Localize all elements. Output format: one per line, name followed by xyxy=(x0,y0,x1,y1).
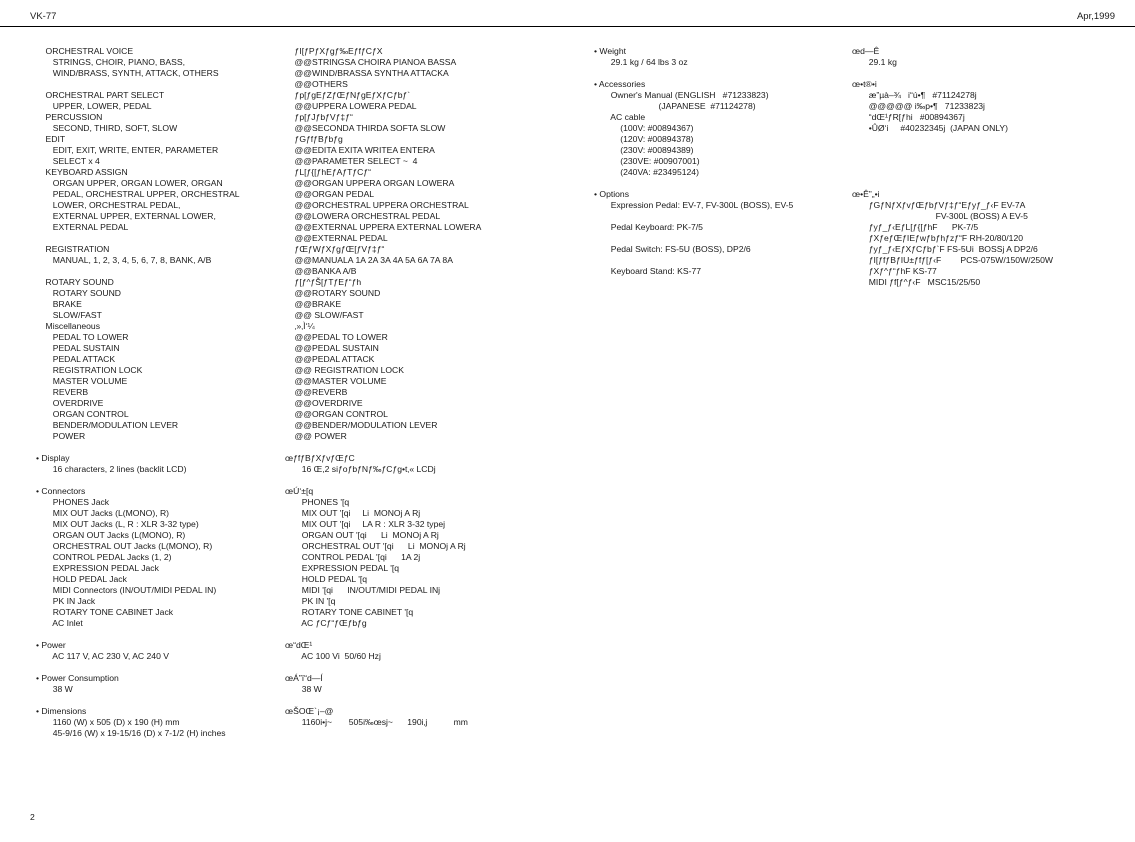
spec-line: @@STRINGSA CHOIRA PIANOA BASSA xyxy=(285,57,457,67)
spec-line: @@BENDER/MODULATION LEVER xyxy=(285,420,438,430)
spec-line: MIDI ƒf[ƒ^ƒ‹F MSC15/25/50 xyxy=(852,277,981,287)
spec-line: WIND/BRASS, SYNTH, ATTACK, OTHERS xyxy=(36,68,219,78)
spec-line xyxy=(852,167,1122,178)
spec-line: EXPRESSION PEDAL '[q xyxy=(285,563,400,573)
spec-line: PK IN '[q xyxy=(285,596,336,606)
spec-line xyxy=(852,134,1122,145)
spec-line: ORGAN OUT Jacks (L(MONO), R) xyxy=(36,530,186,540)
spec-line: ƒ[ƒ^ƒŠ[ƒTƒEƒ“ƒh xyxy=(285,277,362,287)
spec-line: œÁ”ï“d—Í xyxy=(285,673,323,683)
spec-line: KEYBOARD ASSIGN xyxy=(36,167,128,177)
spec-line: OVERDRIVE xyxy=(36,398,104,408)
spec-line: EXTERNAL PEDAL xyxy=(36,222,129,232)
spec-line: MIX OUT Jacks (L, R : XLR 3-32 type) xyxy=(36,519,199,529)
spec-line: HOLD PEDAL '[q xyxy=(285,574,368,584)
spec-line: ƒGƒNƒXƒvƒŒƒbƒVƒ‡ƒ“Eƒyƒ_ƒ‹F EV-7A xyxy=(852,200,1026,210)
spec-line: @@@@@ i‰p•¶ 71233823j xyxy=(852,101,985,111)
spec-line: @@ORGAN PEDAL xyxy=(285,189,375,199)
spec-line: @@BRAKE xyxy=(285,299,342,309)
spec-line: œ•Ê”„•i xyxy=(852,189,880,199)
spec-line: ƒGƒfƒBƒbƒg xyxy=(285,134,343,144)
spec-line: REVERB xyxy=(36,387,89,397)
spec-line: BENDER/MODULATION LEVER xyxy=(36,420,179,430)
spec-line xyxy=(285,662,590,673)
spec-line: UPPER, LOWER, PEDAL xyxy=(36,101,152,111)
spec-line xyxy=(36,266,284,277)
spec-line: ƒp[ƒgEƒZƒŒƒNƒgEƒXƒCƒbƒ` xyxy=(285,90,411,100)
spec-line xyxy=(852,68,1122,79)
spec-line: ORCHESTRAL PART SELECT xyxy=(36,90,165,100)
spec-line: @@ REGISTRATION LOCK xyxy=(285,365,404,375)
spec-line: ROTARY SOUND xyxy=(36,288,121,298)
spec-line: “dŒ¹ƒR[ƒhi #00894367j xyxy=(852,112,965,122)
spec-line: MIDI Connectors (IN/OUT/MIDI PEDAL IN) xyxy=(36,585,217,595)
spec-line: ƒyƒ_ƒ‹EƒXƒCƒbƒ`F FS-5Ui BOSSj A DP2/6 xyxy=(852,244,1038,254)
spec-line xyxy=(852,145,1122,156)
spec-line: œƒfƒBƒXƒvƒŒƒC xyxy=(285,453,355,463)
spec-line: œ•t®•i xyxy=(852,79,877,89)
spec-line: Pedal Keyboard: PK-7/5 xyxy=(594,222,703,232)
spec-line: ƒI[ƒPƒXƒgƒ‰EƒfƒCƒX xyxy=(285,46,383,56)
spec-column-japanese-1 xyxy=(285,46,590,728)
spec-line: MANUAL, 1, 2, 3, 4, 5, 6, 7, 8, BANK, A/B xyxy=(36,255,212,265)
spec-line: œd—Ê xyxy=(852,46,880,56)
spec-line: EXPRESSION PEDAL Jack xyxy=(36,563,159,573)
spec-line: @@LOWERA ORCHESTRAL PEDAL xyxy=(285,211,441,221)
spec-line: 16 characters, 2 lines (backlit LCD) xyxy=(36,464,187,474)
spec-line: 16 Œ,2 siƒoƒbƒNƒ‰ƒCƒg•t‚« LCDj xyxy=(285,464,436,474)
spec-line: FV-300L (BOSS) A EV-5 xyxy=(852,211,1028,221)
spec-line: œ“dŒ¹ xyxy=(285,640,313,650)
spec-line: @@PARAMETER SELECT ~ 4 xyxy=(285,156,418,166)
spec-line: ORGAN UPPER, ORGAN LOWER, ORGAN xyxy=(36,178,223,188)
spec-line xyxy=(36,475,284,486)
spec-line: SECOND, THIRD, SOFT, SLOW xyxy=(36,123,178,133)
spec-line: MIX OUT Jacks (L(MONO), R) xyxy=(36,508,170,518)
spec-line: @@BANKA A/B xyxy=(285,266,357,276)
spec-line: Expression Pedal: EV-7, FV-300L (BOSS), EV-5 xyxy=(594,200,794,210)
spec-line: SLOW/FAST xyxy=(36,310,102,320)
spec-line: @@SECONDA THIRDA SOFTA SLOW xyxy=(285,123,446,133)
spec-line: (230VE: #00907001) xyxy=(594,156,700,166)
spec-line: AC cable xyxy=(594,112,646,122)
spec-line: @@EXTERNAL PEDAL xyxy=(285,233,388,243)
spec-line: @@EXTERNAL UPPERA EXTERNAL LOWERA xyxy=(285,222,482,232)
spec-line: CONTROL PEDAL Jacks (1, 2) xyxy=(36,552,172,562)
spec-line: ƒXƒ^ƒ“ƒhF KS-77 xyxy=(852,266,937,276)
spec-line: AC Inlet xyxy=(36,618,83,628)
spec-line: ƒXƒeƒŒƒIEƒwƒbƒhƒzƒ“F RH-20/80/120 xyxy=(852,233,1024,243)
spec-line xyxy=(36,79,284,90)
spec-column-english-2 xyxy=(594,46,844,277)
spec-line: EXTERNAL UPPER, EXTERNAL LOWER, xyxy=(36,211,216,221)
spec-line xyxy=(36,629,284,640)
spec-line: 29.1 kg xyxy=(852,57,897,67)
spec-line: ƒŒƒWƒXƒgƒŒ[ƒVƒ‡ƒ“ xyxy=(285,244,385,254)
spec-line: @@ROTARY SOUND xyxy=(285,288,381,298)
spec-line: @@ POWER xyxy=(285,431,347,441)
spec-line: • Accessories xyxy=(594,79,646,89)
spec-line: @@UPPERA LOWERA PEDAL xyxy=(285,101,417,111)
spec-line: ƒI[ƒfƒBƒIU±ƒfƒ[ƒ‹F PCS-075W/150W/250W xyxy=(852,255,1054,265)
spec-line xyxy=(594,68,844,79)
spec-line: SELECT x 4 xyxy=(36,156,100,166)
spec-line: @@ SLOW/FAST xyxy=(285,310,364,320)
spec-line: @@ORGAN UPPERA ORGAN LOWERA xyxy=(285,178,455,188)
spec-line: ƒyƒ_ƒ‹EƒL[ƒ{[ƒhF PK-7/5 xyxy=(852,222,979,232)
spec-line: AC 117 V, AC 230 V, AC 240 V xyxy=(36,651,169,661)
spec-line: MIDI '[qi IN/OUT/MIDI PEDAL INj xyxy=(285,585,441,595)
spec-line: REGISTRATION xyxy=(36,244,110,254)
spec-line: PHONES '[q xyxy=(285,497,350,507)
spec-line: PEDAL TO LOWER xyxy=(36,332,129,342)
spec-line: ƒL[ƒ{[ƒhEƒAƒTƒCƒ“ xyxy=(285,167,371,177)
spec-line: 1160i•j~ 505i‰œsj~ 190i‚j mm xyxy=(285,717,468,727)
spec-line: EDIT xyxy=(36,134,66,144)
spec-line: •ÛØ‘i #40232345j (JAPAN ONLY) xyxy=(852,123,1009,133)
spec-line: ƒp[ƒJƒbƒVƒ‡ƒ“ xyxy=(285,112,353,122)
spec-line: AC 100 Vi 50/60 Hzj xyxy=(285,651,381,661)
spec-line: PEDAL SUSTAIN xyxy=(36,343,120,353)
spec-line: PERCUSSION xyxy=(36,112,103,122)
spec-line: (JAPANESE #71124278) xyxy=(594,101,756,111)
spec-line xyxy=(852,178,1122,189)
spec-line: 45-9/16 (W) x 19-15/16 (D) x 7-1/2 (H) inches xyxy=(36,728,226,738)
spec-line: @@PEDAL ATTACK xyxy=(285,354,375,364)
spec-line: • Power Consumption xyxy=(36,673,119,683)
spec-line: ORCHESTRAL VOICE xyxy=(36,46,134,56)
spec-line: ORCHESTRAL OUT Jacks (L(MONO), R) xyxy=(36,541,213,551)
spec-line: EDIT, EXIT, WRITE, ENTER, PARAMETER xyxy=(36,145,219,155)
header-date: Apr,1999 xyxy=(1076,11,1115,22)
spec-line: PK IN Jack xyxy=(36,596,96,606)
spec-line: Miscellaneous xyxy=(36,321,101,331)
spec-line xyxy=(285,629,590,640)
spec-line: (100V: #00894367) xyxy=(594,123,694,133)
spec-line: @@PEDAL TO LOWER xyxy=(285,332,388,342)
spec-line xyxy=(36,662,284,673)
spec-line: MIX OUT '[qi Li MONOj A Rj xyxy=(285,508,421,518)
spec-line: ORGAN CONTROL xyxy=(36,409,129,419)
spec-line: æ”µà–¾ i“ú•¶ #71124278j xyxy=(852,90,977,100)
spec-line: @@ORCHESTRAL UPPERA ORCHESTRAL xyxy=(285,200,469,210)
spec-line xyxy=(594,178,844,189)
spec-line: @@EDITA EXITA WRITEA ENTERA xyxy=(285,145,435,155)
header-model: VK-77 xyxy=(30,11,57,22)
header-rule xyxy=(0,26,1135,27)
spec-line: ‚»‚Ì‘¼ xyxy=(285,321,315,331)
spec-line: PHONES Jack xyxy=(36,497,110,507)
spec-line: ROTARY TONE CABINET Jack xyxy=(36,607,174,617)
spec-line: HOLD PEDAL Jack xyxy=(36,574,127,584)
spec-line: @@ORGAN CONTROL xyxy=(285,409,388,419)
spec-line: @@MASTER VOLUME xyxy=(285,376,387,386)
spec-line: PEDAL ATTACK xyxy=(36,354,116,364)
spec-line: (120V: #00894378) xyxy=(594,134,694,144)
spec-line: ROTARY TONE CABINET '[q xyxy=(285,607,414,617)
spec-line: 38 W xyxy=(285,684,322,694)
spec-line: @@OVERDRIVE xyxy=(285,398,363,408)
spec-line xyxy=(594,233,844,244)
spec-line: LOWER, ORCHESTRAL PEDAL, xyxy=(36,200,181,210)
spec-line: ORGAN OUT '[qi Li MONOj A Rj xyxy=(285,530,439,540)
spec-line: Owner's Manual (ENGLISH #71233823) xyxy=(594,90,769,100)
spec-line: • Weight xyxy=(594,46,626,56)
spec-line: • Dimensions xyxy=(36,706,87,716)
spec-line: @@PEDAL SUSTAIN xyxy=(285,343,379,353)
spec-line: Pedal Switch: FS-5U (BOSS), DP2/6 xyxy=(594,244,751,254)
spec-line: (240VA: #23495124) xyxy=(594,167,699,177)
spec-line: @@MANUALA 1A 2A 3A 4A 5A 6A 7A 8A xyxy=(285,255,453,265)
spec-line xyxy=(852,156,1122,167)
spec-line: STRINGS, CHOIR, PIANO, BASS, xyxy=(36,57,185,67)
spec-line: ROTARY SOUND xyxy=(36,277,114,287)
spec-line: • Connectors xyxy=(36,486,86,496)
spec-line: REGISTRATION LOCK xyxy=(36,365,143,375)
spec-line: 1160 (W) x 505 (D) x 190 (H) mm xyxy=(36,717,180,727)
spec-line xyxy=(36,695,284,706)
spec-column-japanese-2 xyxy=(852,46,1122,288)
spec-line xyxy=(36,233,284,244)
spec-line: (230V: #00894389) xyxy=(594,145,694,155)
spec-line: CONTROL PEDAL '[qi 1A 2j xyxy=(285,552,421,562)
spec-line: ORCHESTRAL OUT '[qi Li MONOj A Rj xyxy=(285,541,466,551)
spec-line xyxy=(36,442,284,453)
spec-line: POWER xyxy=(36,431,86,441)
spec-line: @@OTHERS xyxy=(285,79,348,89)
spec-line: • Power xyxy=(36,640,66,650)
spec-line xyxy=(285,442,590,453)
spec-line: AC ƒCƒ“ƒŒƒbƒg xyxy=(285,618,367,628)
spec-line xyxy=(594,255,844,266)
spec-line: • Display xyxy=(36,453,70,463)
spec-line: @@WIND/BRASSA SYNTHA ATTACKA xyxy=(285,68,449,78)
spec-line: 38 W xyxy=(36,684,73,694)
spec-line xyxy=(594,211,844,222)
spec-line: • Options xyxy=(594,189,630,199)
spec-line xyxy=(285,695,590,706)
spec-line: BRAKE xyxy=(36,299,82,309)
spec-line: MIX OUT '[qi LA R : XLR 3-32 typej xyxy=(285,519,446,529)
spec-column-english-1 xyxy=(36,46,284,739)
spec-line: 29.1 kg / 64 lbs 3 oz xyxy=(594,57,688,67)
spec-line: œŠOŒ`¡–@ xyxy=(285,706,334,716)
spec-line: Keyboard Stand: KS-77 xyxy=(594,266,702,276)
page-number: 2 xyxy=(30,812,35,822)
spec-line: PEDAL, ORCHESTRAL UPPER, ORCHESTRAL xyxy=(36,189,240,199)
spec-line: @@REVERB xyxy=(285,387,348,397)
spec-line: œÚ‘±[q xyxy=(285,486,314,496)
spec-line: MASTER VOLUME xyxy=(36,376,128,386)
spec-line xyxy=(285,475,590,486)
